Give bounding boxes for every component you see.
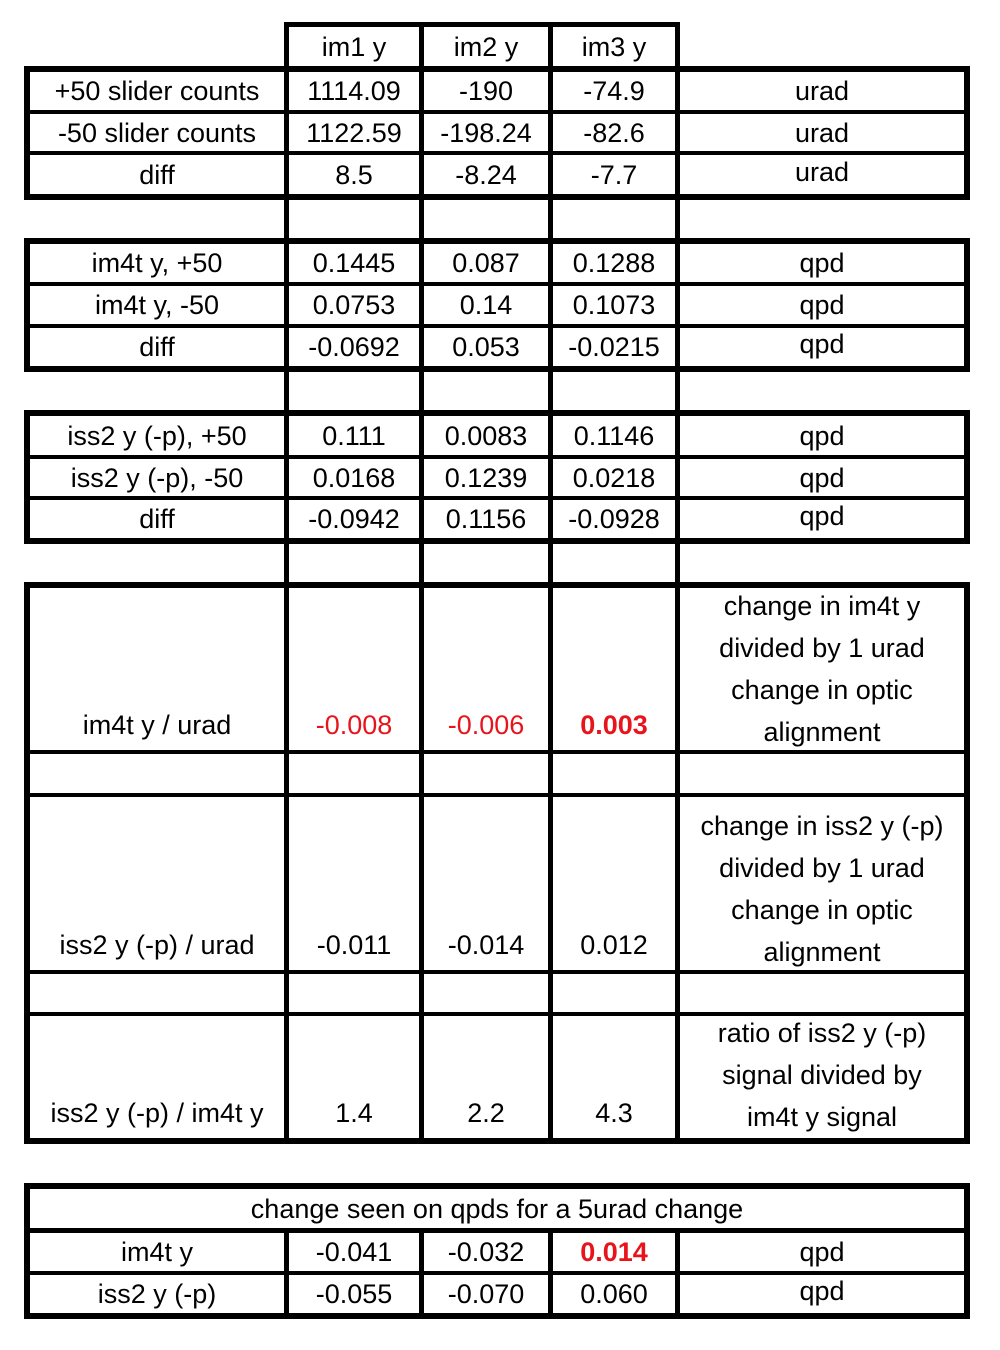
- cell-im3: 0.060: [580, 1279, 648, 1309]
- row-label: im4t y: [120, 1237, 193, 1267]
- cell-im1: 1.4: [335, 1098, 373, 1128]
- cell-im2: 0.1156: [445, 504, 527, 534]
- summary-title: change seen on qpds for a 5urad change: [250, 1193, 744, 1224]
- cell-im1: 1114.09: [307, 76, 401, 106]
- desc-line: im4t y signal: [746, 1102, 898, 1132]
- desc-line: change in iss2 y (-p): [700, 811, 944, 841]
- desc-line: change in optic: [731, 895, 913, 925]
- row-description: [680, 588, 964, 750]
- row-description: [680, 808, 964, 970]
- cell-im2: 0.14: [459, 290, 513, 320]
- cell-im1: -0.041: [315, 1237, 393, 1267]
- cell-im2: -0.014: [447, 930, 525, 960]
- desc-line: signal divided by: [722, 1060, 922, 1090]
- row-label: +50 slider counts: [54, 76, 260, 106]
- row-label: diff: [139, 332, 175, 362]
- cell-im3: 0.012: [580, 930, 648, 960]
- cell-im2: -0.006: [447, 710, 525, 740]
- cell-unit: urad: [794, 156, 850, 187]
- desc-line: change in optic: [731, 675, 913, 705]
- cell-unit: urad: [794, 76, 850, 106]
- cell-im3: 0.014: [580, 1237, 648, 1267]
- cell-im1: -0.011: [316, 930, 392, 960]
- cell-im3: 0.1073: [572, 290, 656, 320]
- row-label: -50 slider counts: [57, 117, 257, 148]
- row-label: diff: [139, 504, 175, 534]
- cell-im2: -190: [458, 76, 514, 106]
- cell-im3: 0.1146: [573, 420, 655, 451]
- cell-im2: -0.032: [447, 1237, 525, 1267]
- desc-line: alignment: [763, 717, 881, 747]
- row-label: diff: [139, 159, 175, 190]
- row-label: iss2 y (-p), +50: [67, 420, 247, 451]
- cell-im1: -0.055: [315, 1279, 393, 1309]
- cell-im3: 0.003: [580, 710, 648, 740]
- cell-im2: 2.2: [467, 1098, 505, 1128]
- row-label: im4t y, +50: [91, 248, 223, 278]
- cell-im3: -74.9: [583, 76, 645, 106]
- desc-line: divided by 1 urad: [719, 853, 925, 883]
- cell-unit: qpd: [799, 1276, 845, 1306]
- row-label: im4t y / urad: [82, 710, 232, 740]
- cell-im3: -7.7: [590, 159, 638, 190]
- header-col-im3: im3 y: [581, 31, 647, 62]
- cell-unit: qpd: [799, 420, 845, 451]
- cell-unit: qpd: [799, 1237, 845, 1267]
- cell-im1: 1122.59: [306, 117, 402, 148]
- cell-im1: 0.1445: [312, 248, 396, 278]
- header-col-im2: im2 y: [453, 31, 519, 62]
- cell-unit: qpd: [799, 248, 845, 278]
- cell-im3: -0.0928: [568, 504, 660, 534]
- cell-im1: 8.5: [335, 159, 373, 190]
- cell-im2: -8.24: [455, 159, 517, 190]
- cell-unit: urad: [794, 117, 850, 148]
- cell-im1: -0.0942: [308, 504, 400, 534]
- cell-unit: qpd: [799, 329, 845, 359]
- cell-im2: -0.070: [447, 1279, 525, 1309]
- row-label: iss2 y (-p), -50: [70, 462, 244, 493]
- cell-im2: 0.087: [452, 248, 520, 278]
- cell-im3: 0.0218: [572, 462, 656, 493]
- row-label: im4t y, -50: [94, 290, 220, 320]
- cell-im3: 0.1288: [572, 248, 656, 278]
- row-label: iss2 y (-p) / im4t y: [50, 1098, 264, 1128]
- desc-line: divided by 1 urad: [719, 633, 925, 663]
- cell-unit: qpd: [799, 501, 845, 531]
- row-label: iss2 y (-p): [97, 1279, 217, 1309]
- cell-im2: 0.053: [452, 332, 520, 362]
- cell-im1: 0.0753: [312, 290, 396, 320]
- desc-line: change in im4t y: [723, 591, 921, 621]
- cell-im2: 0.0083: [444, 420, 528, 451]
- cell-im1: 0.111: [322, 420, 386, 451]
- cell-im3: 4.3: [595, 1098, 633, 1128]
- cell-im1: -0.0692: [308, 332, 400, 362]
- desc-line: alignment: [763, 937, 881, 967]
- cell-unit: qpd: [799, 290, 845, 320]
- cell-im3: -0.0215: [568, 332, 660, 362]
- cell-im1: 0.0168: [312, 462, 396, 493]
- row-description: [680, 1012, 964, 1138]
- cell-im1: -0.008: [315, 710, 393, 740]
- cell-im2: 0.1239: [444, 462, 528, 493]
- cell-im3: -82.6: [583, 117, 645, 148]
- cell-im2: -198.24: [440, 117, 532, 148]
- header-col-im1: im1 y: [321, 31, 387, 62]
- cell-unit: qpd: [799, 462, 845, 493]
- row-label: iss2 y (-p) / urad: [59, 930, 255, 960]
- desc-line: ratio of iss2 y (-p): [717, 1018, 927, 1048]
